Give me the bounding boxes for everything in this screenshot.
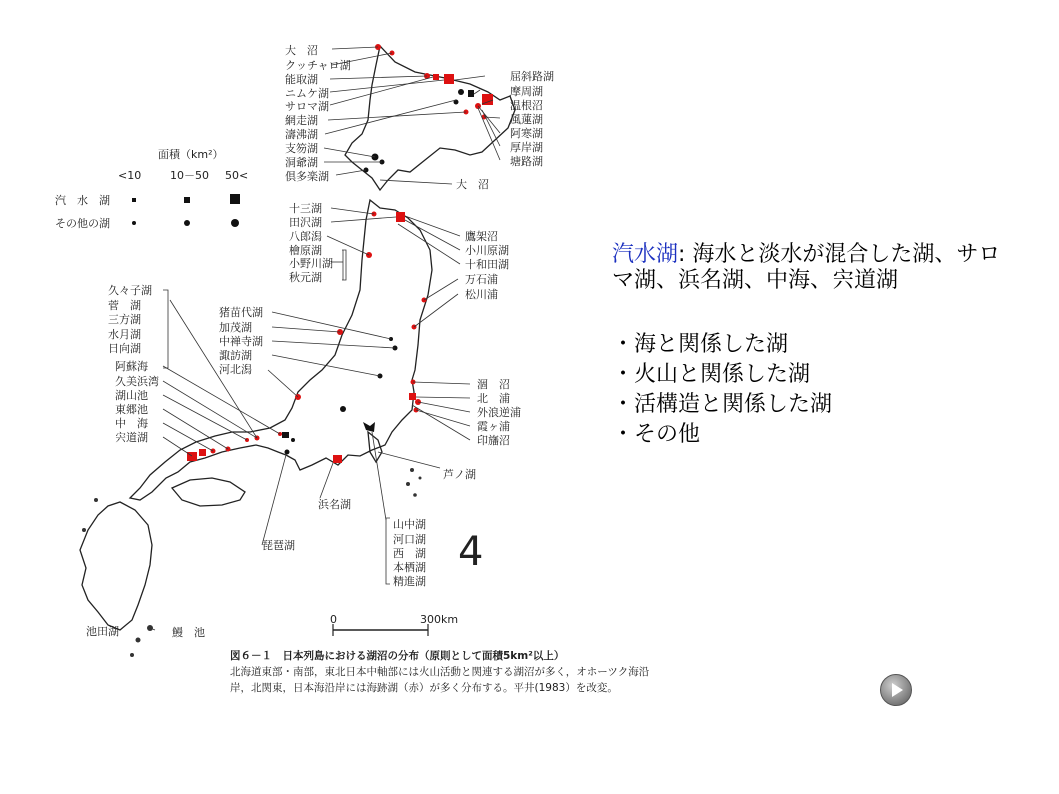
lake-label: 外浪逆浦 [477, 406, 521, 419]
lake-label: 宍道湖 [115, 431, 148, 444]
sanin-labels [115, 359, 159, 444]
lake-type-list [612, 330, 1012, 450]
figure-caption-body: 北海道東部・南部，東北日本中軸部には火山活動と関連する湖沼が多く，オホーツク海沿岸，北関東，日本海沿岸には海跡湖（赤）が多く分布する。平井(1983）を改変。 [230, 666, 650, 694]
lake-label: 西 湖 [393, 547, 426, 560]
lake-label: 厚岸湖 [510, 141, 543, 154]
legend-size-large: 50< [225, 169, 249, 182]
lake-label: サロマ湖 [285, 100, 329, 113]
list-item: ・ 活構造と関係した湖 [612, 390, 1012, 420]
lake-label: 菅 湖 [108, 299, 141, 312]
lake-label: 湖山池 [115, 389, 148, 402]
fuji-five-lakes-labels [393, 517, 426, 588]
lake-label: 加茂湖 [219, 321, 252, 334]
legend-brackish-medium [184, 197, 190, 203]
west-honshu-labels [108, 283, 152, 355]
central-labels [219, 305, 263, 376]
list-item: ・ 海と関係した湖 [612, 330, 1012, 360]
lake-label: ニムケ湖 [285, 87, 329, 100]
lake-label: 鷹架沼 [465, 230, 498, 243]
scale-zero: 0 [330, 613, 337, 626]
lake-label: 松川浦 [465, 288, 498, 301]
lake-label: 十和田湖 [465, 258, 509, 271]
lake-label: 倶多楽湖 [285, 170, 329, 183]
lake-label: 精進湖 [393, 575, 426, 588]
lake-label: 日向湖 [108, 342, 141, 355]
lake-label: 北 浦 [477, 392, 510, 405]
lake-label: 三方湖 [108, 313, 141, 326]
lake-label: 洞爺湖 [285, 156, 318, 169]
fuji-five-lakes-marker [363, 422, 375, 432]
legend-row-other: その他の湖 [55, 217, 110, 230]
lake-label: 涸 沼 [477, 378, 510, 391]
lake-label: 山中湖 [393, 518, 426, 531]
lake-label: 中 海 [115, 417, 148, 430]
lake-label: 久美浜湾 [115, 375, 159, 388]
lake-label: 阿寒湖 [510, 127, 543, 140]
lake-label: 檜原湖 [289, 244, 322, 257]
next-slide-button[interactable] [880, 674, 912, 706]
scale-bar [330, 613, 458, 636]
kanto-labels [477, 378, 521, 447]
lake-label: 網走湖 [285, 114, 318, 127]
lake-label: 摩周湖 [510, 85, 543, 98]
lake-label: 河口湖 [393, 533, 426, 546]
lake-label: 塘路湖 [510, 155, 543, 168]
tohoku-east-labels [465, 229, 509, 301]
lake-label: 温根沼 [510, 99, 543, 112]
lake-label: 小野川湖 [289, 257, 333, 270]
lake-label-biwa: 琵琶湖 [262, 539, 295, 552]
legend-row-brackish: 汽 水 湖 [55, 194, 110, 207]
legend-other-small [132, 221, 136, 225]
east-hokkaido-labels [510, 69, 554, 168]
figure-caption [230, 648, 670, 696]
lake-label: 東郷池 [115, 403, 148, 416]
list-item: ・ 火山と関係した湖 [612, 360, 1012, 390]
lake-label: 支笏湖 [285, 142, 318, 155]
lake-label: 万石浦 [465, 273, 498, 286]
lake-label: 秋元湖 [289, 271, 322, 284]
lake-label: 八郎潟 [289, 230, 322, 243]
lake-label: 風蓮湖 [510, 113, 543, 126]
brackish-definition [612, 242, 1012, 294]
lake-label: 能取湖 [285, 73, 318, 86]
term-brackish-lake: 汽水湖 [612, 242, 679, 267]
lake-label: 中禅寺湖 [219, 335, 263, 348]
lake-label: 十三湖 [289, 202, 322, 215]
lake-label: 屈斜路湖 [510, 70, 554, 83]
tohoku-west-labels [289, 201, 333, 284]
scale-max: 300km [420, 613, 459, 626]
play-icon [892, 683, 903, 697]
lake-label-ashinoko: 芦ノ湖 [443, 468, 476, 481]
legend-title: 面積（km²） [158, 148, 224, 161]
fuji-bracket [386, 518, 390, 584]
handwritten-mark: 4 [458, 529, 484, 575]
lake-label: 田沢湖 [289, 216, 322, 229]
lake-label: 阿蘇海 [115, 360, 148, 373]
lake-label-onuma: 大 沼 [456, 178, 489, 191]
leader-lines [150, 47, 500, 630]
lake-label: 水月湖 [108, 328, 141, 341]
legend-size-medium: 10－50 [170, 169, 209, 182]
lake-label: 小川原湖 [465, 244, 509, 257]
lake-label: 大 沼 [285, 44, 318, 57]
lake-label: 猪苗代湖 [219, 306, 263, 319]
legend-other-medium [184, 220, 190, 226]
explanation-panel [612, 242, 1012, 450]
lake-label: 霞ヶ浦 [477, 420, 510, 433]
legend-size-small: <10 [118, 169, 142, 182]
lake-label: 諏訪湖 [219, 349, 252, 362]
lake-label: クッチャロ湖 [285, 59, 351, 72]
lake-label: 河北潟 [219, 363, 252, 376]
lake-label-hamana: 浜名湖 [318, 498, 351, 511]
legend-other-large [231, 219, 239, 227]
lake-label-unagi: 鰻 池 [172, 626, 205, 639]
lake-label: 印旛沼 [477, 434, 510, 447]
small-islands [82, 468, 422, 657]
lake-label: 久々子湖 [108, 284, 152, 297]
lake-label: 本栖湖 [393, 561, 426, 574]
list-item: ・ その他 [612, 420, 1012, 450]
figure-caption-title: 図６－１ 日本列島における湖沼の分布（原則として面積5km²以上） [230, 650, 565, 662]
legend-brackish-large [230, 194, 240, 204]
lake-label: 濤沸湖 [285, 128, 318, 141]
legend-brackish-small [132, 198, 136, 202]
definition-text: : 海水と淡水が混合した湖、サロマ湖、浜名湖、中海、宍道湖 [612, 242, 1001, 293]
lake-label-ikeda: 池田湖 [86, 625, 119, 638]
size-legend [55, 147, 248, 230]
